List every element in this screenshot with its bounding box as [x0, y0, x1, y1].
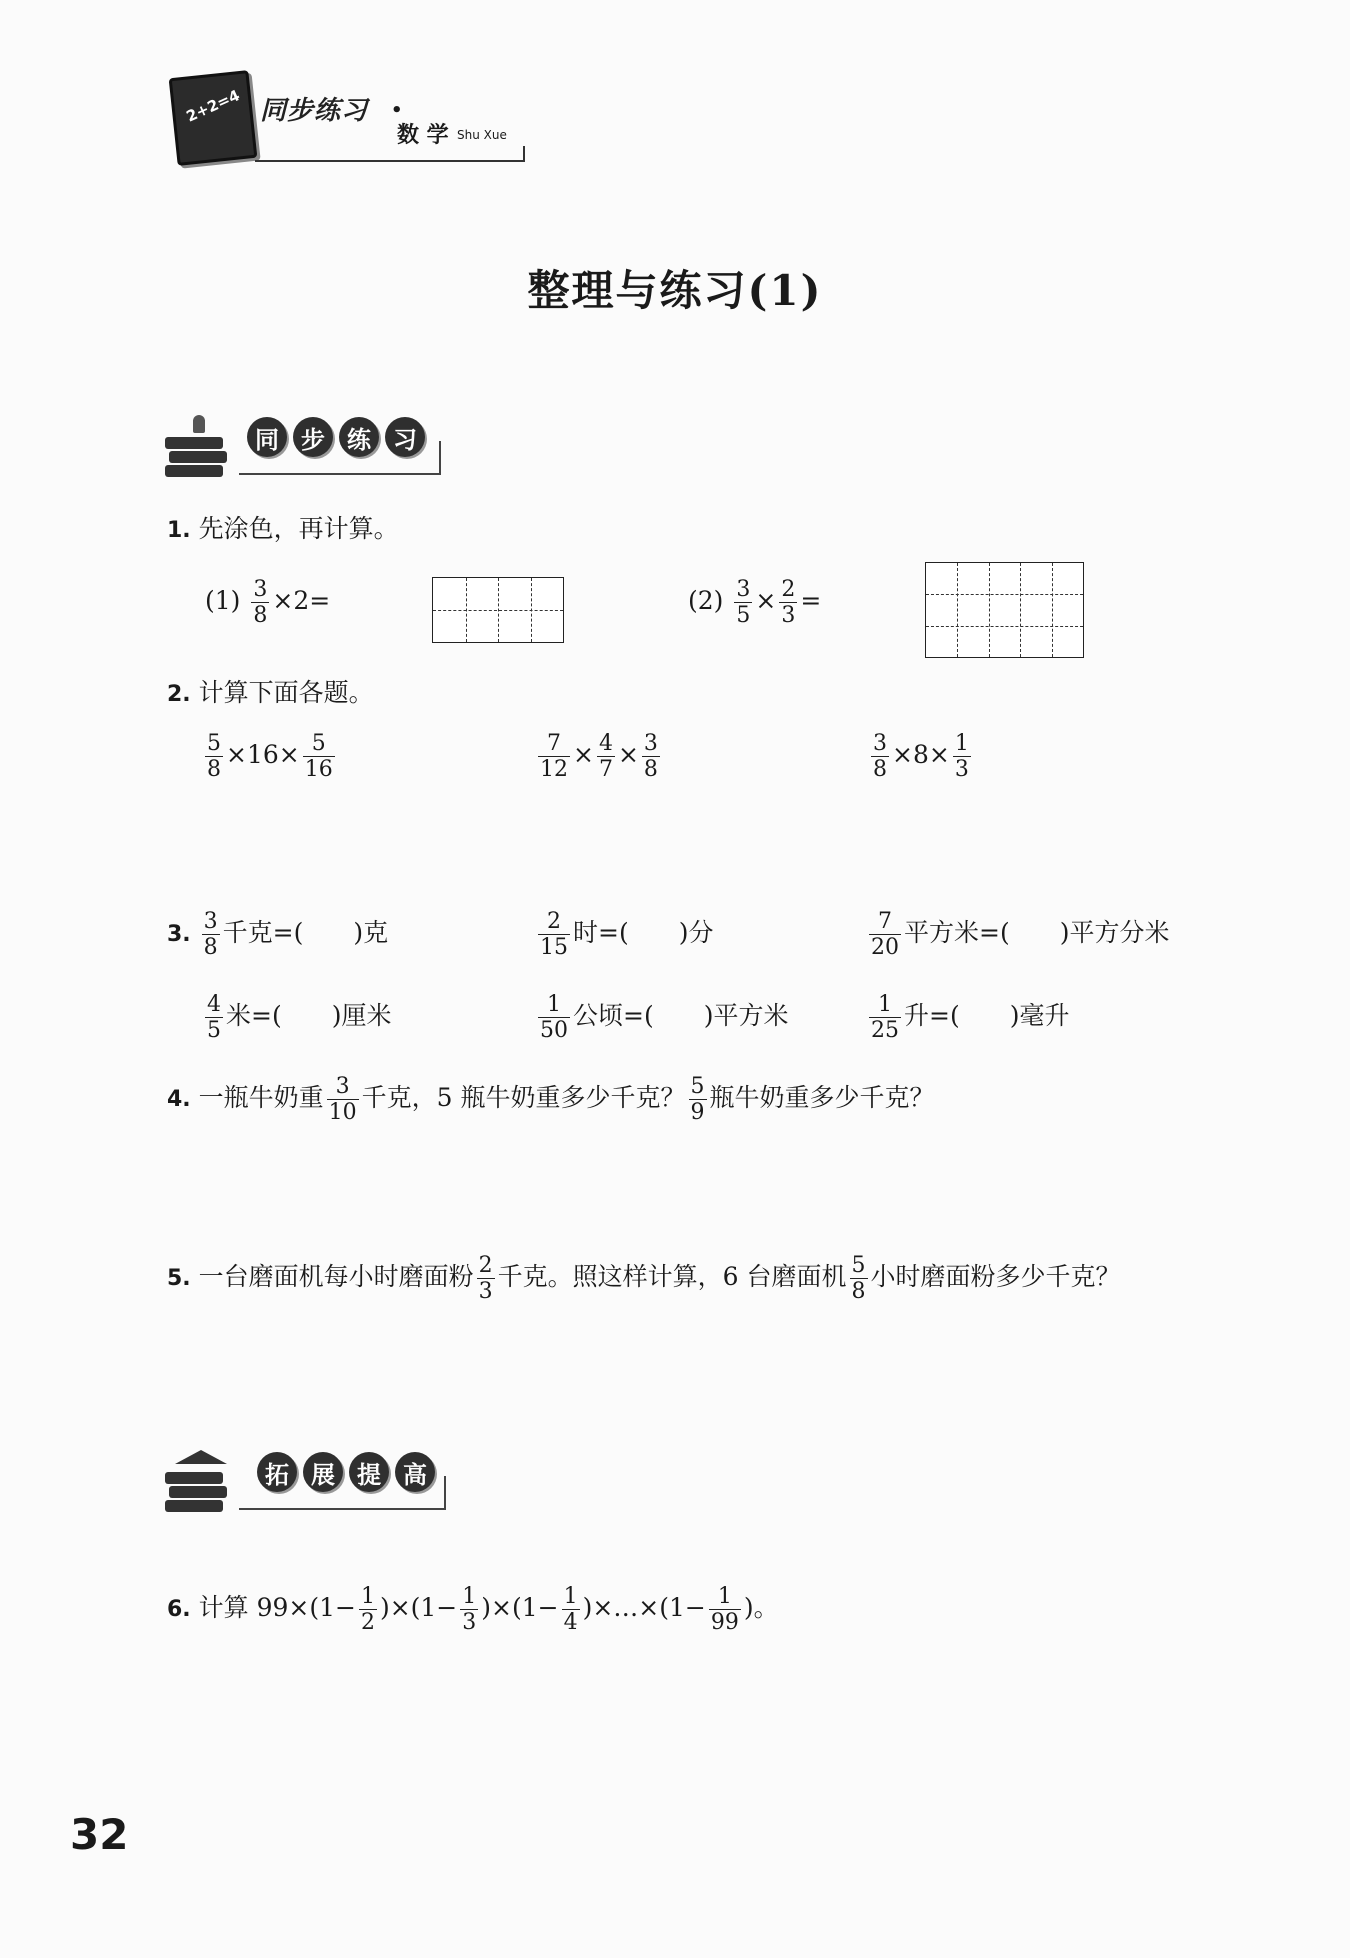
section-char: 拓	[257, 1452, 297, 1492]
section-char: 高	[395, 1452, 435, 1492]
subject-pinyin: Shu Xue	[457, 128, 507, 142]
section-char: 展	[303, 1452, 343, 1492]
section-char: 练	[339, 417, 379, 457]
conversion-text: 米=( )厘米	[226, 1001, 392, 1031]
conversion-text: 升=( )毫升	[904, 1001, 1070, 1031]
coloring-grid-2[interactable]	[925, 562, 1084, 658]
series-header	[165, 70, 525, 160]
q3-item-4: $\frac{4}{5}$ 米=( )厘米	[207, 992, 392, 1044]
q3-item-2: $\frac{2}{15}$ 时=( )分	[540, 909, 714, 961]
question-number: 6.	[167, 1597, 191, 1623]
coloring-grid-1[interactable]	[432, 577, 564, 643]
conversion-text: 时=( )分	[573, 918, 714, 948]
question-number: 2.	[167, 682, 191, 707]
q2-expression-b: $\frac{7}{12}$ × $\frac{4}{7}$ × $\frac{3}{8}$	[540, 731, 658, 783]
q1-part-1	[205, 578, 330, 627]
conversion-text: 公顷=( )平方米	[573, 1001, 789, 1031]
fraction: $\frac{3}{5}$	[736, 577, 751, 629]
section-char: 习	[385, 417, 425, 457]
question-2	[167, 680, 374, 706]
lamp-books-icon	[165, 415, 225, 471]
question-number: 3.	[167, 922, 191, 948]
separator-dot: •	[391, 100, 403, 121]
q3-item-6: $\frac{1}{25}$ 升=( )毫升	[871, 992, 1070, 1044]
page-title: 整理与练习(1)	[527, 266, 823, 315]
fraction: $\frac{2}{3}$	[781, 577, 796, 629]
section-sync-practice	[165, 405, 445, 485]
question-4: 4. 一瓶牛奶重 $\frac{3}{10}$ 千克，5 瓶牛奶重多少千克？ $\frac{5}{9}$ 瓶牛奶重多少千克？	[167, 1074, 935, 1126]
expression-text: ×2=	[272, 586, 331, 616]
part-label: (1)	[205, 586, 241, 616]
section-char: 提	[349, 1452, 389, 1492]
question-number: 5.	[167, 1266, 191, 1292]
conversion-text: 平方米=( )平方分米	[904, 918, 1170, 948]
q1-part-2: (2) $\frac{3}{5}$ × $\frac{2}{3}$ =	[688, 577, 822, 629]
question-number: 1.	[167, 518, 191, 543]
question-1	[167, 516, 399, 542]
section-char: 步	[293, 417, 333, 457]
question-text: 计算下面各题。	[198, 678, 374, 707]
conversion-text: 千克=( )克	[222, 918, 389, 948]
graduation-cap-books-icon	[165, 1450, 225, 1506]
part-label: (2)	[688, 586, 724, 616]
page-number: 32	[70, 1810, 129, 1859]
question-number: 4.	[167, 1087, 191, 1113]
section-extension	[165, 1440, 455, 1520]
question-text: 先涂色，再计算。	[198, 514, 399, 543]
question-5: 5. 一台磨面机每小时磨面粉 $\frac{2}{3}$ 千克。照这样计算，6 台磨面机 $\frac{5}{8}$ 小时磨面粉多少千克？	[167, 1253, 1121, 1305]
question-6: 6. 计算 99×(1− $\frac{1}{2}$ )×(1− $\frac{1}{3}$ )×(1− $\frac{1}{4}$ )×…×(1− $\frac{1}{99}$ )。	[167, 1584, 779, 1636]
board-text: 2+2=4	[183, 86, 243, 126]
q3-item-5: $\frac{1}{50}$ 公顷=( )平方米	[540, 992, 789, 1044]
fraction: $\frac{3}{8}$	[253, 577, 268, 629]
series-title: 同步练习	[260, 96, 369, 126]
q2-expression-c: $\frac{3}{8}$ ×8× $\frac{1}{3}$	[873, 731, 969, 783]
q2-expression-a: $\frac{5}{8}$ ×16× $\frac{5}{16}$	[207, 731, 333, 783]
header-underline	[255, 146, 525, 162]
question-3: 3. $\frac{3}{8}$ 千克=( )克	[167, 909, 389, 961]
blackboard-icon	[169, 70, 258, 166]
q3-item-3: $\frac{7}{20}$ 平方米=( )平方分米	[871, 909, 1170, 961]
section-char: 同	[247, 417, 287, 457]
subject-label: 数 学	[397, 123, 449, 148]
